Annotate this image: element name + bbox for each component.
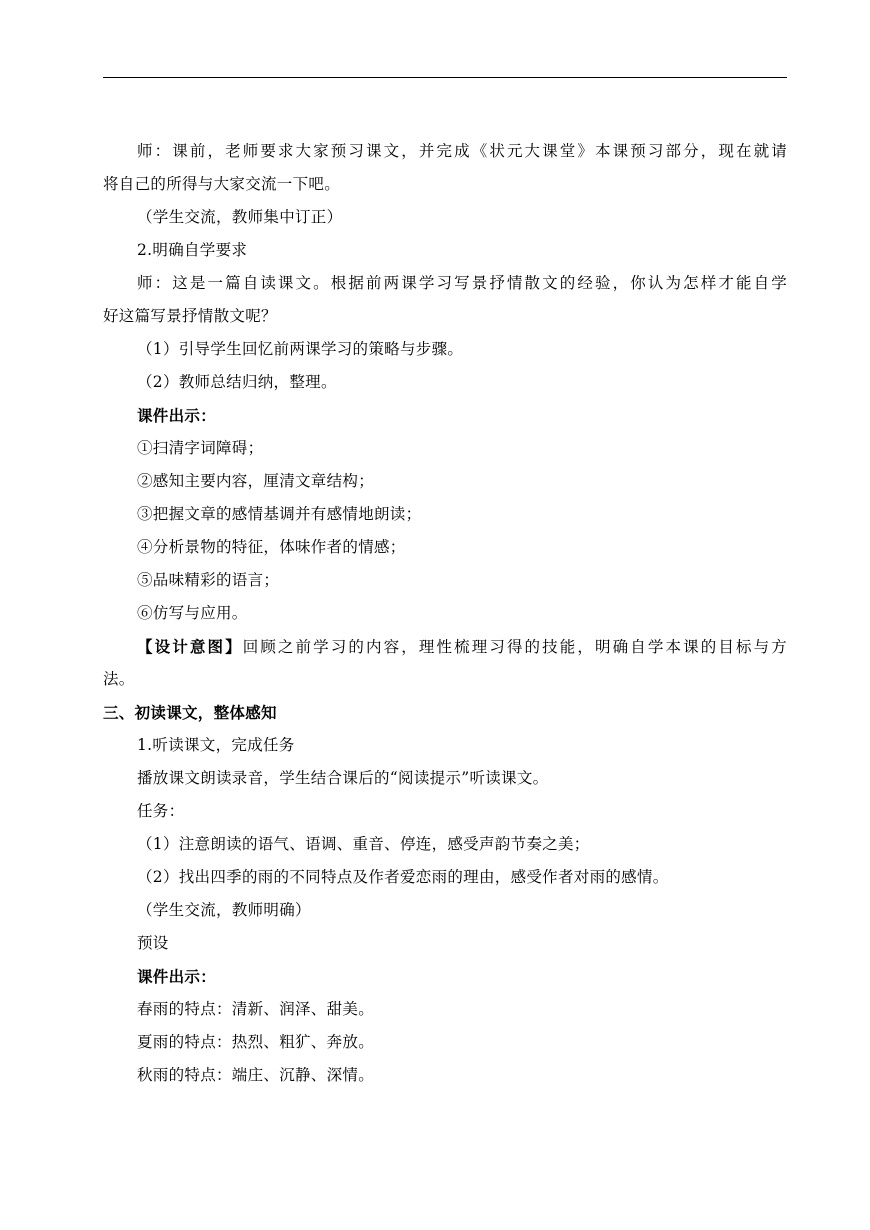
section-heading: 三、初读课文，整体感知 <box>103 703 277 722</box>
list-item: 秋雨的特点：端庄、沉静、深情。 <box>137 1066 375 1084</box>
header-rule <box>103 77 787 78</box>
paragraph-student-exchange: （学生交流，教师集中订正） <box>137 208 343 226</box>
design-intent-line1 <box>103 630 787 663</box>
paragraph-step-1: 1.听读课文，完成任务 <box>137 736 295 754</box>
list-item: ④分析景物的特征，体味作者的情感； <box>137 538 406 556</box>
list-item: ③把握文章的感情基调并有感情地朗读； <box>137 505 422 523</box>
paragraph-play-recording: 播放课文朗读录音，学生结合课后的“阅读提示”听读课文。 <box>137 769 549 787</box>
paragraph-task-label: 任务： <box>137 802 185 820</box>
design-intent-text: 回顾之前学习的内容，理性梳理习得的技能，明确自学本课的目标与方 <box>242 638 787 656</box>
list-item: 春雨的特点：清新、润泽、甜美。 <box>137 1000 375 1018</box>
list-item: ①扫清字词障碍； <box>137 439 264 457</box>
paragraph-teacher-intro-line1: 师：课前，老师要求大家预习课文，并完成《状元大课堂》本课预习部分，现在就请 <box>137 142 787 160</box>
list-item: ⑤品味精彩的语言； <box>137 571 280 589</box>
paragraph-guide-recall: （1）引导学生回忆前两课学习的策略与步骤。 <box>137 340 464 358</box>
courseware-label-2: 课件出示： <box>137 967 217 986</box>
list-item: ⑥仿写与应用。 <box>137 604 248 622</box>
document-body <box>103 135 787 1092</box>
paragraph-teacher-summary: （2）教师总结归纳，整理。 <box>137 373 337 391</box>
paragraph-teacher-intro-line2: 将自己的所得与大家交流一下吧。 <box>103 175 341 193</box>
list-item: ②感知主要内容，厘清文章结构； <box>137 472 375 490</box>
paragraph-teacher-question-line2: 好这篇写景抒情散文呢？ <box>103 307 277 325</box>
design-intent-line2: 法。 <box>103 670 135 688</box>
paragraph-teacher-question-line1: 师：这是一篇自读课文。根据前两课学习写景抒情散文的经验，你认为怎样才能自学 <box>137 274 787 292</box>
list-item: 夏雨的特点：热烈、粗犷、奔放。 <box>137 1033 375 1051</box>
paragraph-task-2: （2）找出四季的雨的不同特点及作者爱恋雨的理由，感受作者对雨的感情。 <box>137 868 669 886</box>
paragraph-preset: 预设 <box>137 934 169 952</box>
design-intent-label: 【设计意图】 <box>137 637 243 656</box>
paragraph-task-1: （1）注意朗读的语气、语调、重音、停连，感受声韵节奏之美； <box>137 835 590 853</box>
courseware-label: 课件出示： <box>137 406 217 425</box>
paragraph-step-2: 2.明确自学要求 <box>137 241 248 259</box>
paragraph-student-exchange-2: （学生交流，教师明确） <box>137 901 311 919</box>
